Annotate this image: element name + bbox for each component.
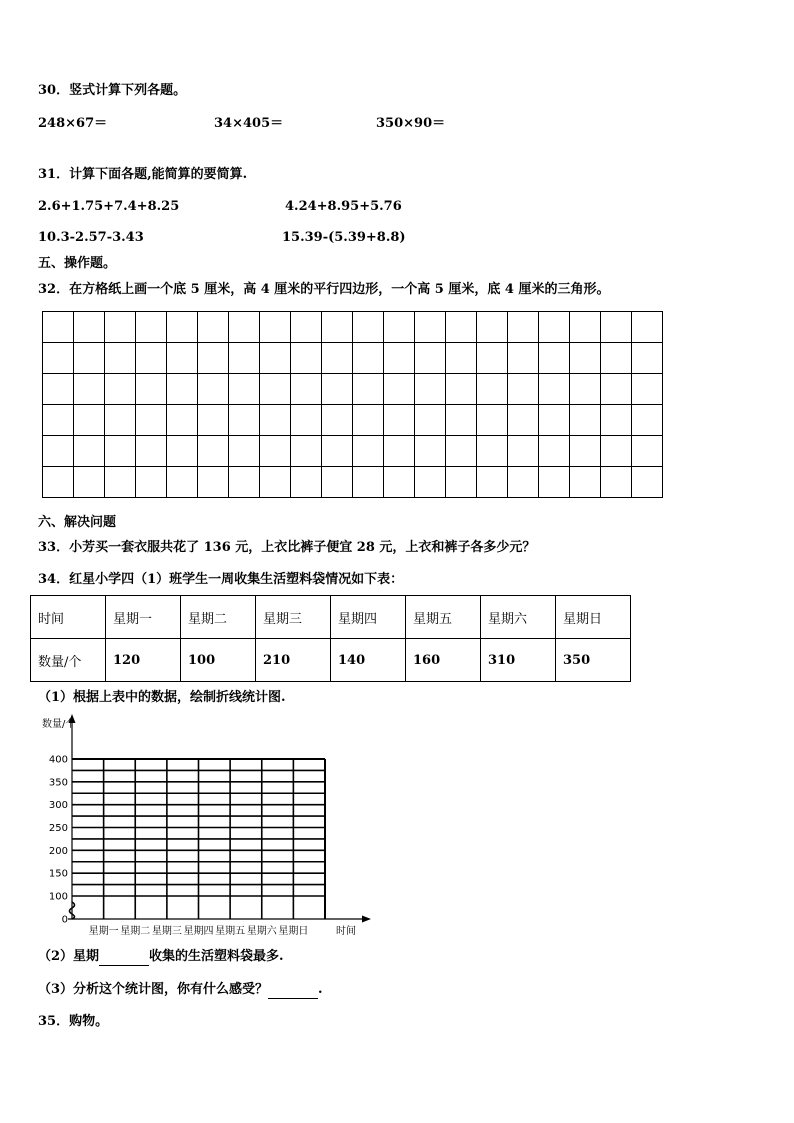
q30-item-1: 248×67＝	[38, 116, 108, 131]
grid-cell[interactable]	[74, 343, 105, 374]
grid-row	[43, 374, 663, 405]
grid-cell[interactable]	[508, 312, 539, 343]
plastic-bag-data-table	[30, 595, 631, 682]
grid-cell[interactable]	[198, 312, 229, 343]
y-tick-label: 200	[48, 845, 68, 857]
y-tick-label: 0	[61, 914, 68, 926]
grid-cell[interactable]	[105, 436, 136, 467]
q35-title: 35．购物。	[38, 1014, 109, 1029]
grid-cell[interactable]	[539, 405, 570, 436]
grid-cell[interactable]	[229, 405, 260, 436]
grid-cell[interactable]	[43, 467, 74, 498]
grid-cell[interactable]	[167, 467, 198, 498]
grid-cell[interactable]	[570, 405, 601, 436]
grid-cell[interactable]	[632, 436, 663, 467]
grid-cell[interactable]	[43, 436, 74, 467]
grid-cell[interactable]	[74, 436, 105, 467]
grid-cell[interactable]	[260, 374, 291, 405]
grid-cell[interactable]	[508, 405, 539, 436]
grid-cell[interactable]	[260, 467, 291, 498]
q30-item-3: 350×90＝	[376, 116, 446, 131]
grid-cell[interactable]	[539, 374, 570, 405]
table-cell: 星期日	[556, 596, 631, 639]
grid-cell[interactable]	[601, 374, 632, 405]
grid-cell[interactable]	[508, 343, 539, 374]
grid-cell[interactable]	[601, 436, 632, 467]
grid-cell[interactable]	[353, 405, 384, 436]
line-chart-grid[interactable]	[30, 712, 380, 942]
grid-cell[interactable]	[446, 312, 477, 343]
grid-cell[interactable]	[229, 374, 260, 405]
x-axis-label: 时间	[336, 926, 356, 937]
section-six-heading: 六、解决问题	[38, 515, 117, 530]
grid-cell[interactable]	[570, 436, 601, 467]
grid-cell[interactable]	[291, 467, 322, 498]
q34-part3-suffix: .	[318, 982, 323, 997]
table-cell: 210	[256, 639, 331, 682]
grid-cell[interactable]	[167, 343, 198, 374]
x-tick-label: 星期四	[183, 926, 214, 937]
q34-part2	[38, 949, 284, 966]
grid-cell[interactable]	[570, 343, 601, 374]
x-tick-label: 星期一	[88, 926, 119, 937]
grid-cell[interactable]	[508, 374, 539, 405]
table-row	[31, 639, 631, 682]
grid-cell[interactable]	[43, 312, 74, 343]
grid-cell[interactable]	[260, 405, 291, 436]
grid-cell[interactable]	[632, 405, 663, 436]
q34-title: 34．红星小学四（1）班学生一周收集生活塑料袋情况如下表：	[38, 572, 404, 587]
grid-cell[interactable]	[384, 312, 415, 343]
grid-cell[interactable]	[477, 312, 508, 343]
square-grid-paper[interactable]	[42, 311, 663, 498]
grid-cell[interactable]	[167, 374, 198, 405]
grid-cell[interactable]	[477, 374, 508, 405]
x-tick-label: 星期六	[246, 926, 277, 937]
table-cell: 时间	[31, 596, 106, 639]
table-cell: 160	[406, 639, 481, 682]
table-cell: 数量/个	[31, 639, 106, 682]
grid-cell[interactable]	[229, 312, 260, 343]
grid-cell[interactable]	[446, 436, 477, 467]
grid-cell[interactable]	[167, 436, 198, 467]
grid-cell[interactable]	[43, 343, 74, 374]
table-cell: 星期二	[181, 596, 256, 639]
grid-cell[interactable]	[446, 405, 477, 436]
grid-cell[interactable]	[260, 343, 291, 374]
x-tick-label: 星期日	[278, 926, 309, 937]
grid-cell[interactable]	[601, 312, 632, 343]
grid-cell[interactable]	[601, 343, 632, 374]
x-tick-label: 星期五	[215, 926, 246, 937]
grid-cell[interactable]	[384, 436, 415, 467]
grid-cell[interactable]	[632, 312, 663, 343]
grid-cell[interactable]	[136, 374, 167, 405]
grid-cell[interactable]	[353, 436, 384, 467]
table-cell: 100	[181, 639, 256, 682]
grid-cell[interactable]	[384, 343, 415, 374]
table-cell: 120	[106, 639, 181, 682]
grid-cell[interactable]	[198, 405, 229, 436]
grid-cell[interactable]	[322, 374, 353, 405]
grid-cell[interactable]	[322, 467, 353, 498]
grid-row	[43, 343, 663, 374]
section-five-heading: 五、操作题。	[38, 256, 117, 271]
grid-cell[interactable]	[105, 343, 136, 374]
q34-part2-suffix: 收集的生活塑料袋最多.	[149, 949, 284, 964]
answer-blank-feeling[interactable]	[268, 982, 318, 999]
grid-row	[43, 467, 663, 498]
grid-cell[interactable]	[260, 312, 291, 343]
q30-title: 30．竖式计算下列各题。	[38, 83, 187, 98]
q30-item-2: 34×405＝	[214, 116, 284, 131]
table-cell: 星期一	[106, 596, 181, 639]
grid-cell[interactable]	[601, 467, 632, 498]
grid-cell[interactable]	[353, 374, 384, 405]
y-tick-label: 150	[48, 868, 68, 880]
y-tick-label: 250	[48, 823, 68, 834]
x-tick-label: 星期三	[151, 926, 182, 937]
grid-cell[interactable]	[322, 312, 353, 343]
grid-cell[interactable]	[384, 467, 415, 498]
grid-cell[interactable]	[260, 436, 291, 467]
grid-cell[interactable]	[43, 405, 74, 436]
grid-cell[interactable]	[322, 436, 353, 467]
q33-title: 33．小芳买一套衣服共花了 136 元，上衣比裤子便宜 28 元，上衣和裤子各多少元？	[38, 540, 536, 555]
grid-cell[interactable]	[415, 374, 446, 405]
grid-cell[interactable]	[539, 436, 570, 467]
grid-cell[interactable]	[322, 405, 353, 436]
table-cell: 星期三	[256, 596, 331, 639]
table-cell: 星期六	[481, 596, 556, 639]
grid-cell[interactable]	[415, 405, 446, 436]
grid-cell[interactable]	[136, 436, 167, 467]
grid-cell[interactable]	[570, 467, 601, 498]
grid-cell[interactable]	[415, 312, 446, 343]
q31-title: 31．计算下面各题,能简算的要简算.	[38, 167, 248, 182]
q31-item-3: 10.3-2.57-3.43	[38, 230, 144, 245]
grid-cell[interactable]	[229, 343, 260, 374]
table-cell: 星期四	[331, 596, 406, 639]
grid-cell[interactable]	[198, 374, 229, 405]
q31-item-2: 4.24+8.95+5.76	[285, 199, 402, 214]
grid-cell[interactable]	[136, 405, 167, 436]
grid-cell[interactable]	[167, 405, 198, 436]
grid-cell[interactable]	[632, 467, 663, 498]
y-axis-label: 数量/个	[42, 719, 76, 730]
y-tick-label: 100	[48, 891, 68, 903]
table-cell: 140	[331, 639, 406, 682]
grid-cell[interactable]	[322, 343, 353, 374]
x-axis-arrow-icon	[362, 916, 371, 923]
grid-cell[interactable]	[105, 374, 136, 405]
grid-cell[interactable]	[74, 374, 105, 405]
grid-row	[43, 312, 663, 343]
table-cell: 星期五	[406, 596, 481, 639]
y-tick-label: 350	[48, 777, 68, 789]
q31-item-4: 15.39-(5.39+8.8)	[282, 230, 406, 245]
x-tick-label: 星期二	[120, 926, 151, 937]
grid-cell[interactable]	[105, 467, 136, 498]
q31-item-1: 2.6+1.75+7.4+8.25	[38, 199, 180, 214]
grid-cell[interactable]	[136, 343, 167, 374]
grid-cell[interactable]	[229, 467, 260, 498]
grid-cell[interactable]	[508, 436, 539, 467]
grid-cell[interactable]	[601, 405, 632, 436]
grid-cell[interactable]	[570, 312, 601, 343]
grid-cell[interactable]	[446, 343, 477, 374]
grid-cell[interactable]	[198, 436, 229, 467]
grid-cell[interactable]	[43, 374, 74, 405]
grid-cell[interactable]	[136, 467, 167, 498]
grid-cell[interactable]	[384, 405, 415, 436]
grid-cell[interactable]	[291, 343, 322, 374]
grid-cell[interactable]	[539, 343, 570, 374]
grid-cell[interactable]	[539, 467, 570, 498]
grid-cell[interactable]	[74, 405, 105, 436]
grid-cell[interactable]	[136, 312, 167, 343]
grid-row	[43, 405, 663, 436]
grid-cell[interactable]	[74, 312, 105, 343]
table-cell: 350	[556, 639, 631, 682]
grid-cell[interactable]	[353, 312, 384, 343]
grid-cell[interactable]	[198, 467, 229, 498]
grid-cell[interactable]	[477, 436, 508, 467]
q32-title: 32．在方格纸上画一个底 5 厘米，高 4 厘米的平行四边形，一个高 5 厘米，底 4 厘米的三角形。	[38, 282, 610, 297]
grid-cell[interactable]	[353, 343, 384, 374]
grid-cell[interactable]	[291, 405, 322, 436]
grid-cell[interactable]	[74, 467, 105, 498]
grid-cell[interactable]	[539, 312, 570, 343]
grid-cell[interactable]	[508, 467, 539, 498]
grid-cell[interactable]	[415, 343, 446, 374]
grid-cell[interactable]	[632, 343, 663, 374]
q34-part1: （1）根据上表中的数据，绘制折线统计图.	[38, 690, 286, 705]
grid-cell[interactable]	[415, 467, 446, 498]
answer-blank-weekday[interactable]	[99, 949, 149, 966]
table-cell: 310	[481, 639, 556, 682]
grid-cell[interactable]	[632, 374, 663, 405]
grid-cell[interactable]	[477, 405, 508, 436]
grid-row	[43, 436, 663, 467]
grid-cell[interactable]	[105, 405, 136, 436]
q34-part2-prefix: （2）星期	[38, 949, 100, 964]
grid-cell[interactable]	[415, 436, 446, 467]
q34-part3	[38, 982, 323, 999]
grid-cell[interactable]	[229, 436, 260, 467]
y-tick-label: 400	[48, 754, 68, 766]
grid-cell[interactable]	[384, 374, 415, 405]
grid-cell[interactable]	[477, 467, 508, 498]
grid-cell[interactable]	[198, 343, 229, 374]
grid-cell[interactable]	[570, 374, 601, 405]
grid-cell[interactable]	[167, 312, 198, 343]
y-tick-label: 300	[48, 800, 68, 812]
grid-cell[interactable]	[105, 312, 136, 343]
grid-cell[interactable]	[291, 312, 322, 343]
table-header-row	[31, 596, 631, 639]
grid-cell[interactable]	[477, 343, 508, 374]
grid-cell[interactable]	[291, 374, 322, 405]
grid-cell[interactable]	[446, 374, 477, 405]
grid-cell[interactable]	[291, 436, 322, 467]
grid-cell[interactable]	[353, 467, 384, 498]
q34-part3-prefix: （3）分析这个统计图，你有什么感受？	[38, 982, 269, 997]
grid-cell[interactable]	[446, 467, 477, 498]
